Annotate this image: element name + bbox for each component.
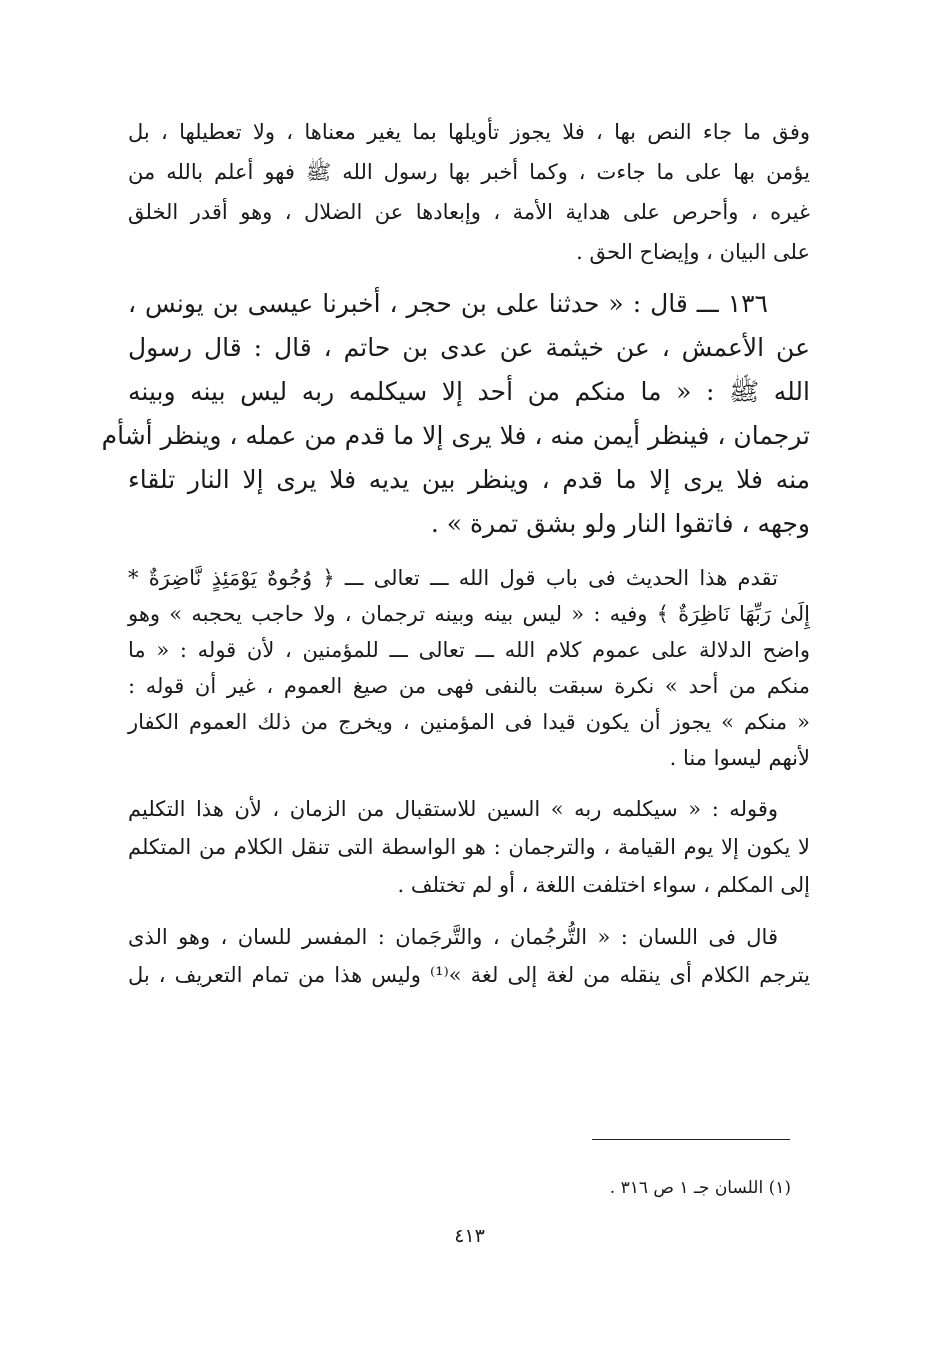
text-line: تقدم هذا الحديث فى باب قول الله ـــ تعالى ـــ ﴿ وُجُوهٌ يَوْمَئِذٍ نَّاضِرَةٌ *: [128, 566, 778, 590]
text-line: ١٣٦ ـــ قال : « حدثنا على بن حجر ، أخبرنا عيسى بن يونس ،: [128, 289, 768, 318]
text-line: إِلَىٰ رَبِّهَا نَاظِرَةٌ ﴾ وفيه : « ليس بينه وبينه ترجمان ، ولا حاجب يحجبه » وهو: [128, 602, 810, 626]
text-line: لأنهم ليسوا منا .: [669, 746, 810, 770]
text-line: عن الأعمش ، عن خيثمة عن عدى بن حاتم ، قال : قال رسول: [128, 333, 810, 362]
text-line: على البيان ، وإيضاح الحق .: [576, 240, 810, 264]
footnote-separator: [592, 1139, 790, 1140]
text-line: وجهه ، فاتقوا النار ولو بشق تمرة » .: [430, 509, 810, 538]
text-line: واضح الدلالة على عموم كلام الله ـــ تعالى ـــ للمؤمنين ، لأن قوله : « ما: [128, 638, 810, 662]
text-line: لا يكون إلا يوم القيامة ، والترجمان : هو الواسطة التى تنقل الكلام من المتكلم: [128, 835, 810, 859]
text-line: وفق ما جاء النص بها ، فلا يجوز تأويلها بما يغير معناها ، ولا تعطيلها ، بل: [128, 120, 810, 144]
text-line: قال فى اللسان : « التُّرجُمان ، والتَّرجَمان : المفسر للسان ، وهو الذى: [128, 925, 778, 949]
text-line: ترجمان ، فينظر أيمن منه ، فلا يرى إلا ما قدم من عمله ، وينظر أشأم: [101, 421, 810, 450]
commentary-paragraph: [128, 560, 810, 776]
text-line: منكم من أحد » نكرة سبقت بالنفى فهى من صيغ العموم ، غير أن قوله :: [128, 674, 810, 698]
text-line: « منكم » يجوز أن يكون قيدا فى المؤمنين ، ويخرج من ذلك العموم الكفار: [128, 710, 810, 734]
paragraph-1: [128, 112, 810, 272]
text-line: منه فلا يرى إلا ما قدم ، وينظر بين يديه فلا يرى إلا النار تلقاء: [128, 465, 810, 494]
text-line: الله ﷺ : « ما منكم من أحد إلا سيكلمه ربه ليس بينه وبينه: [128, 377, 810, 406]
text-line: يترجم الكلام أى ينقله من لغة إلى لغة »⁽¹⁾ وليس هذا من تمام التعريف ، بل: [128, 963, 810, 987]
page-body: [101, 112, 810, 994]
commentary-paragraph: [128, 918, 810, 994]
text-line: وقوله : « سيكلمه ربه » السين للاستقبال من الزمان ، لأن هذا التكليم: [128, 797, 778, 821]
footnote: (١) اللسان جـ ١ ص ٣١٦ .: [609, 1178, 791, 1198]
commentary-paragraph: [128, 790, 810, 904]
text-line: إلى المكلم ، سواء اختلفت اللغة ، أو لم تختلف .: [397, 873, 810, 897]
text-line: يؤمن بها على ما جاءت ، وكما أخبر بها رسول الله ﷺ فهو أعلم بالله من: [128, 160, 810, 184]
hadith-paragraph: [101, 282, 810, 546]
page-number: ٤١٣: [454, 1225, 485, 1247]
text-line: غيره ، وأحرص على هداية الأمة ، وإبعادها عن الضلال ، وهو أقدر الخلق: [128, 200, 810, 224]
